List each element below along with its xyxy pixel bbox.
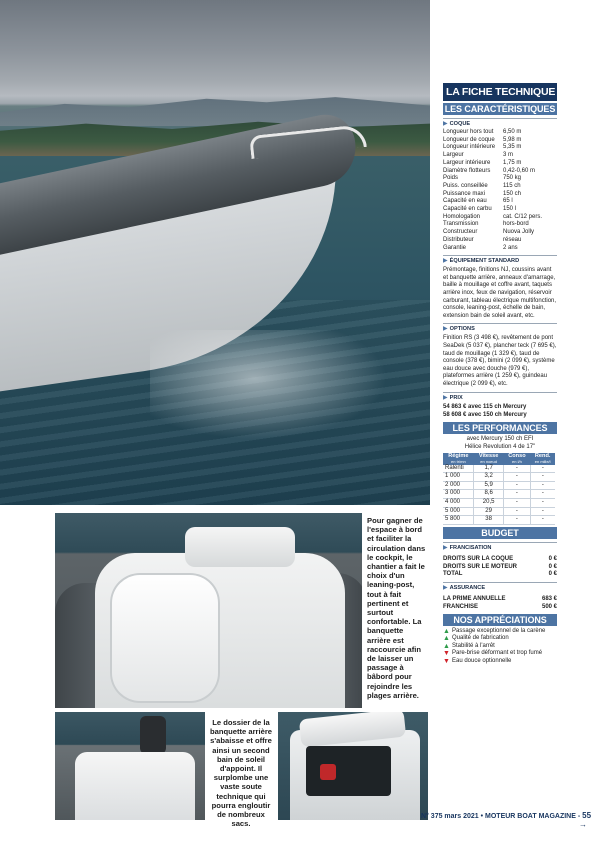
subheading-coque [443,118,557,129]
subheading-equipement [443,255,557,266]
budget-value: 0 € [548,571,557,578]
perf-cell: 5,9 [474,481,504,490]
spec-label: Capacité en eau [443,198,487,205]
perf-cell: - [530,507,555,516]
spec-value: 6,50 m [503,129,522,135]
photo-locker-hatch [306,746,391,796]
spec-value: Nuova Jolly [503,229,535,236]
spec-row [443,191,557,199]
spec-label: Largeur [443,152,464,159]
spec-value: 2 ans [503,244,518,251]
triangle-up-icon: ▲ [443,635,450,643]
perf-cell: 2 000 [443,481,474,490]
appreciation-minus [443,658,557,666]
page-number: 55 [582,811,592,820]
budget-label: FRANCHISE [443,603,479,610]
perf-row [443,507,555,516]
perf-cell: 4 000 [443,498,474,507]
perf-cell: Ralenti [443,465,474,473]
budget-value: 683 € [541,596,557,603]
spec-value: 5,35 m [503,144,522,151]
perf-cell: - [504,490,531,499]
spec-row [443,160,557,168]
perf-header [530,453,555,464]
spec-row [443,144,557,152]
next-page-arrow-icon: → [579,820,587,829]
photo-technical-locker [278,712,428,820]
photo-sunbed [75,752,195,820]
appreciation-text: Pare-brise déformant et trop fumé [452,650,543,657]
appreciation-plus [443,635,557,643]
spec-value: réseau [503,236,522,243]
arrow-right-icon: ▶ [443,394,448,401]
assurance-rows [443,596,557,612]
budget-label: DROITS SUR LA COQUE [443,555,514,562]
subheading-francisation [443,542,557,553]
band-budget: BUDGET [443,527,557,539]
perf-engine: avec Mercury 150 ch EFI [466,435,534,442]
perf-row [443,481,555,490]
appreciation-plus [443,643,557,651]
perf-cell: 29 [474,507,504,516]
appreciation-minus [443,650,557,658]
spec-row [443,198,557,206]
photo-rear-sunbed [55,712,205,820]
spec-row [443,221,557,229]
photo-locker-fuel-tank [320,764,336,780]
arrow-right-icon: ▶ [443,326,448,333]
spec-label: Transmission [443,221,479,228]
spec-label: Constructeur [443,229,478,236]
appreciation-text: Qualité de fabrication [452,635,509,642]
perf-row [443,465,555,473]
spec-row [443,129,557,137]
band-performances: LES PERFORMANCES [443,422,557,434]
spec-label: Distributeur [443,236,474,243]
triangle-up-icon: ▲ [443,642,450,650]
spec-label: Capacité en carbu [443,206,492,213]
spec-label: Puiss. conseillée [443,182,488,189]
budget-row [443,604,557,612]
perf-cell: - [530,473,555,482]
perf-cell: 3,2 [474,473,504,482]
spec-label: Longueur intérieure [443,144,496,151]
triangle-down-icon: ▼ [443,658,450,666]
perf-cell: 38 [474,516,504,525]
arrow-right-icon: ▶ [443,544,448,551]
arrow-right-icon: ▶ [443,585,448,592]
spec-label: Longueur de coque [443,136,495,143]
budget-value: 500 € [541,603,557,610]
perf-cell: - [504,465,531,473]
photo-splash [150,330,410,450]
perf-row [443,516,555,525]
spec-value: 750 kg [503,175,522,182]
spec-value: 5,98 m [503,136,522,143]
perf-cell: - [530,516,555,525]
perf-header-label: Rend. [534,453,551,460]
spec-value: 65 l [503,198,513,205]
spec-value: 115 ch [503,182,521,189]
francisation-rows [443,556,557,579]
subheading-label: FRANCISATION [449,544,492,551]
budget-row [443,596,557,604]
budget-row [443,556,557,564]
spec-row [443,229,557,237]
subheading-assurance [443,582,557,593]
perf-cell: 20,5 [474,498,504,507]
spec-value: 150 l [503,206,517,213]
perf-cell: - [530,498,555,507]
perf-cell: - [504,507,531,516]
triangle-up-icon: ▲ [443,627,450,635]
triangle-down-icon: ▼ [443,650,450,658]
budget-row [443,571,557,579]
spec-row [443,214,557,222]
sheet-title: LA FICHE TECHNIQUE [443,83,557,101]
perf-header [504,453,531,464]
band-caracteristiques: LES CARACTÉRISTIQUES [444,104,556,114]
perf-cell: 1,7 [474,465,504,473]
price-line: 54 863 € avec 115 ch Mercury [443,403,527,410]
budget-row [443,564,557,572]
perf-header-unit: en noeud [480,458,497,464]
perf-cell: - [504,516,531,525]
budget-value: 0 € [548,563,557,570]
spec-row [443,237,557,245]
perf-cell: 5 000 [443,507,474,516]
spec-label: Poids [443,175,459,182]
perf-header [474,453,504,464]
spec-row [443,206,557,214]
arrow-right-icon: ▶ [443,121,448,127]
perf-cell: - [504,473,531,482]
spec-label: Largeur intérieure [443,159,491,166]
photo-hills [0,92,430,126]
spec-row [443,152,557,160]
spec-label: Garantie [443,244,467,251]
photo-leaning-post [185,527,295,567]
spec-value: cat. C/12 pers. [503,213,543,220]
perf-header [443,453,474,464]
perf-propeller: Hélice Revolution 4 de 17" [464,443,536,450]
budget-label: LA PRIME ANNUELLE [443,596,506,603]
subheading-options [443,323,557,334]
options-text: Finition RS (3 498 €), revêtement de pont SeaDek (5 037 €), plancher teck (7 695 €), taud de mouillage (1 329 €), taud de console (378 €), bimini (2 099 €), système eau douce avec douche (979 €), plateformes arrière (1 259 €), guindeau électrique (2 099 €), etc. [443,335,557,387]
photo-outboard-motor [140,716,166,754]
spec-row [443,137,557,145]
page-footer: N° 375 mars 2021 • MOTEUR BOAT MAGAZINE - 55 [421,811,592,820]
appreciations-list [443,628,557,666]
spec-row [443,175,557,183]
caption-bench: Le dossier de la banquette arrière s'abaisse et offre ainsi un second bain de soleil d'appoint. Il surplombe une vaste soute technique qui pourra engloutir de nombreux sacs. [209,718,273,829]
budget-label: DROITS SUR LE MOTEUR [443,563,518,570]
perf-cell: - [504,481,531,490]
perf-cell: 3 000 [443,490,474,499]
perf-header-label: Conso [508,453,526,460]
spec-label: Diamètre flotteurs [443,167,491,174]
footer-issue: N° 375 mars 2021 [421,813,479,820]
perf-cell: 5 800 [443,516,474,525]
appreciation-text: Passage exceptionnel de la carène [452,627,546,634]
perf-cell: - [530,465,555,473]
photo-cockpit [55,513,362,708]
price-line: 58 608 € avec 150 ch Mercury [443,412,527,419]
subheading-label: COQUE [449,121,471,127]
appreciation-text: Eau douce optionnelle [452,658,512,665]
subheading-label: OPTIONS [449,326,475,333]
perf-header-unit: en mille/l [534,458,551,464]
performance-table [443,453,555,524]
band-appreciations: NOS APPRÉCIATIONS [443,614,557,626]
spec-label: Homologation [443,213,481,220]
perf-cell: - [504,498,531,507]
perf-header-label: Régime [448,453,469,460]
appreciation-text: Stabilité à l'arrêt [452,642,495,649]
arrow-right-icon: ▶ [443,258,448,265]
budget-label: TOTAL [443,571,463,578]
perf-cell: - [530,490,555,499]
caption-cockpit: Pour gagner de l'espace à bord et faciliter la circulation dans le cockpit, le chantier a fait le choix d'un leaning-post, tout à fait pertinent et surtout confortable. La banquette arrière est raccourcie afin de laisser un passage à bâbord pour rejoindre les plages arrière. [367,516,426,700]
perf-cell: 8,6 [474,490,504,499]
subheading-prix [443,392,557,403]
footer-magazine: MOTEUR BOAT MAGAZINE [485,813,576,820]
spec-value: 0,42-0,60 m [503,167,536,174]
perf-row [443,490,555,499]
coque-table [443,129,557,252]
perf-header-unit: en tr/mn [451,458,466,464]
spec-sheet [443,83,557,666]
perf-header-unit: en l/h [512,458,522,464]
appreciation-plus [443,628,557,636]
perf-header-label: Vitesse [478,453,499,460]
spec-value: 1,75 m [503,159,522,166]
photo-rear-bench [110,573,220,703]
spec-value: hors-bord [503,221,529,228]
spec-row [443,245,557,253]
budget-value: 0 € [548,555,557,562]
main-photo-boat-bow [0,0,430,505]
spec-label: Puissance maxi [443,190,486,197]
spec-value: 150 ch [503,190,522,197]
perf-row [443,498,555,507]
equipement-text: Prémontage, finitions NJ, coussins avant et banquette arrière, anneaux d'amarrage, baille à mouillage et coffre avant, taquets arrière inox, feux de navigation, réservoir carburant, tableau électrique multifonction, console, leaning-post, échelle de bain, extension bain de soleil avant, etc. [443,267,557,319]
spec-value: 3 m [503,152,514,159]
subheading-label: ASSURANCE [449,585,486,592]
perf-row [443,473,555,482]
spec-row [443,183,557,191]
spec-row [443,168,557,176]
perf-cell: - [530,481,555,490]
subheading-label: PRIX [449,394,463,401]
spec-label: Longueur hors tout [443,129,494,135]
subheading-label: ÉQUIPEMENT STANDARD [449,258,520,265]
perf-cell: 1 000 [443,473,474,482]
